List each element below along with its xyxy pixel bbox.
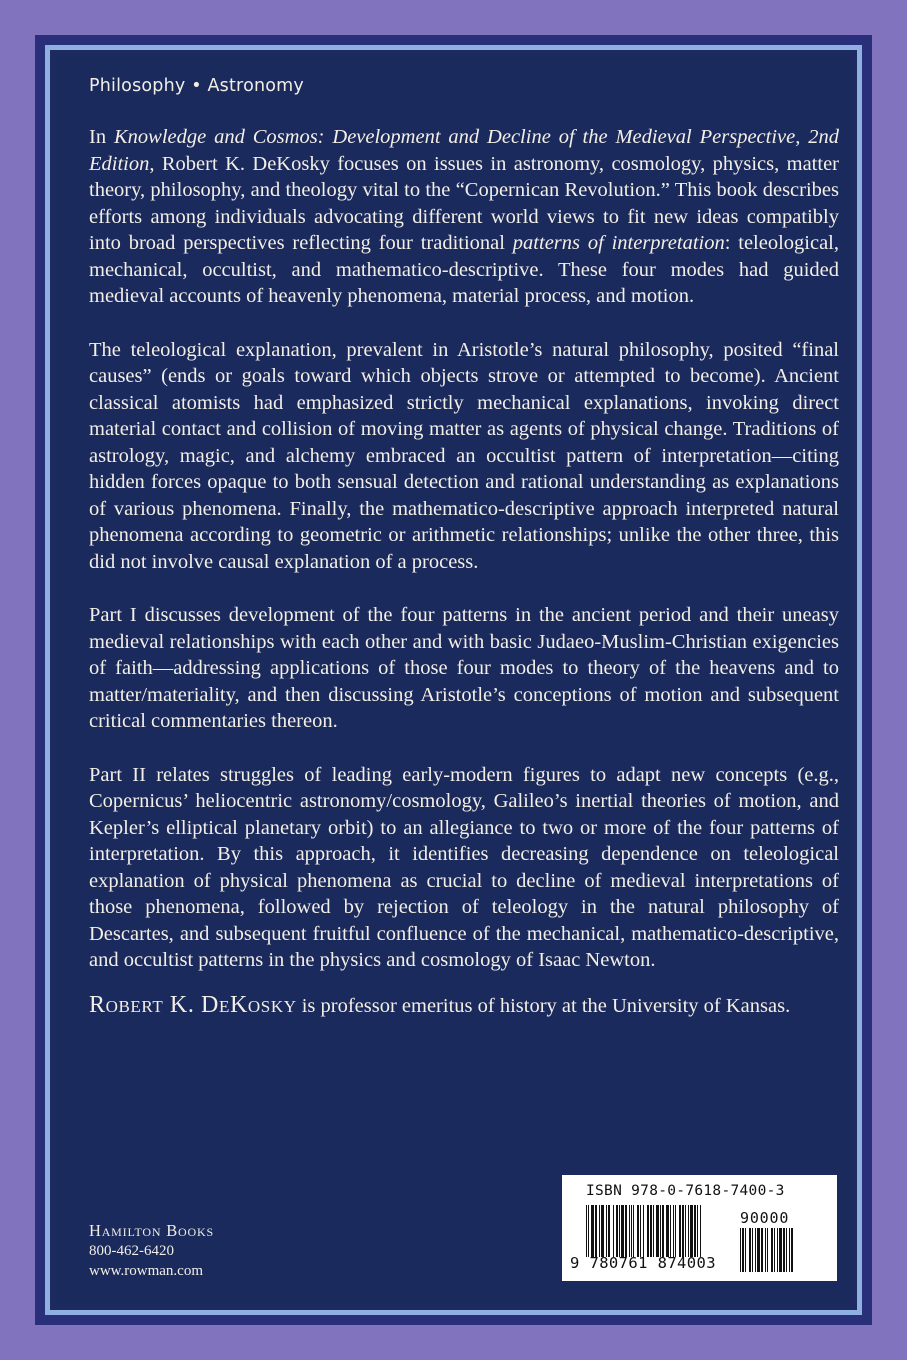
barcode-bar — [653, 1205, 654, 1257]
barcode-bar — [673, 1205, 674, 1257]
barcode-bar — [613, 1205, 614, 1257]
barcode-bar — [679, 1205, 681, 1257]
category-label: Philosophy • Astronomy — [89, 76, 304, 96]
barcode-bar — [595, 1205, 597, 1257]
barcode-bar — [774, 1228, 775, 1272]
barcode-bar — [640, 1205, 641, 1257]
barcode-bar — [779, 1228, 782, 1272]
emphasis-patterns: patterns of interpretation — [512, 232, 725, 254]
barcode-bar — [616, 1205, 618, 1257]
barcode-bar — [789, 1228, 790, 1272]
description-paragraph-4: Part II relates struggles of leading early-modern figures to adapt new concepts (e.g., Copernicus’ heliocentric astronomy/cosmology, Galileo’s inertial theories of motion, and Kepler’s elliptical planetary orbit) to an allegiance to two or more of the four patterns of interpretation. By this approach, it identifies decreasing dependence on teleological explanation of physical phenomena as crucial to decline of medieval interpretations of those phenomena, followed by rejection of teleology in the natural philosophy of Descartes, and subsequent fruitful confluence of the mechanical, mathematico-descriptive, and occultist patterns in the physics and cosmology of Isaac Newton. — [89, 763, 839, 971]
book-title: Knowledge and Cosmos: Development and Decline of the Medieval Perspective, 2nd Edition — [89, 126, 839, 175]
barcode-bar — [783, 1228, 785, 1272]
description — [89, 124, 839, 1046]
barcode-bar — [599, 1205, 600, 1257]
barcode-bar — [761, 1228, 763, 1272]
barcode-bar — [675, 1205, 676, 1257]
description-paragraph-1: In Knowledge and Cosmos: Development and Decline of the Medieval Perspective, 2nd Edition, Robert K. DeKosky focuses on issues in astronomy, cosmology, physics, matter theory, philosophy, and theology vital to the “Copernican Revolution.” This book describes efforts among individuals advocating different world views to fit new ideas compatibly into broad perspectives reflecting four traditional patterns of interpretation: teleological, mechanical, occultist, and mathematico-descriptive. These four modes had guided medieval accounts of heavenly phenomena, material process, and motion. — [89, 126, 839, 307]
barcode-bar — [643, 1205, 644, 1257]
barcode-bar — [631, 1205, 632, 1257]
barcode-bar — [765, 1228, 766, 1272]
barcode-bar — [608, 1205, 610, 1257]
description-paragraph-3: Part I discusses development of the four patterns in the ancient period and their uneasy medieval relationships with each other and with basic Judaeo-Muslim-Christian exigencies of faith—addressing applications of those four modes to theory of the heavens and to matter/materiality, and then discussing Aristotle’s conceptions of motion and subsequent critical commentaries thereon. — [89, 604, 839, 732]
barcode-bar — [777, 1228, 778, 1272]
barcode-bar — [606, 1205, 607, 1257]
price-code: 90000 — [740, 1209, 790, 1227]
barcode-bar — [662, 1205, 664, 1257]
barcode-bar — [700, 1205, 701, 1257]
barcode-bar — [690, 1205, 693, 1257]
barcode-bar — [740, 1228, 741, 1272]
barcode-bar — [694, 1205, 696, 1257]
barcode-bar — [697, 1205, 698, 1257]
barcode-bar — [767, 1228, 768, 1272]
barcode-bar — [752, 1228, 753, 1272]
author-name: Robert K. DeKosky — [89, 991, 297, 1018]
barcode-bar — [755, 1228, 756, 1272]
barcode-bar — [791, 1228, 793, 1272]
barcode-bar — [586, 1205, 587, 1257]
barcode-bar — [749, 1228, 751, 1272]
ean-digits: 9 780761 874003 — [570, 1254, 716, 1272]
barcode-bar — [637, 1205, 639, 1257]
barcode-bar — [647, 1205, 649, 1257]
barcode-bar — [666, 1205, 669, 1257]
barcode-bar — [688, 1205, 689, 1257]
publisher-info — [89, 1221, 214, 1281]
barcode-bar — [656, 1205, 659, 1257]
barcode-bar — [619, 1205, 620, 1257]
isbn-text: ISBN 978-0-7618-7400-3 — [586, 1183, 785, 1199]
publisher-name: Hamilton Books — [89, 1221, 214, 1240]
barcode-bar — [660, 1205, 661, 1257]
publisher-website: www.rowman.com — [89, 1263, 204, 1279]
barcode-bar — [601, 1205, 604, 1257]
barcode-bar — [591, 1205, 594, 1257]
price-barcode — [740, 1228, 818, 1272]
barcode-bar — [670, 1205, 671, 1257]
description-paragraph-2: The teleological explanation, prevalent in Aristotle’s natural philosophy, posited “final causes” (ends or goals toward which objects strove or attempted to become). Ancient classical atomists had emphasized strictly mechanical explanations, invoking direct material contact and collision of moving matter as agents of physical change. Traditions of astrology, magic, and alchemy embraced an occultist pattern of interpretation—citing hidden forces opaque to both sensual detection and rational understanding as explanations of various phenomena. Finally, the mathematico-descriptive approach interpreted natural phenomena according to geometric or arithmetic relationships; unlike the other three, this did not involve causal explanation of a process. — [89, 338, 839, 573]
publisher-phone: 800-462-6420 — [89, 1243, 174, 1259]
barcode-bar — [625, 1205, 627, 1257]
barcode-bar — [629, 1205, 630, 1257]
barcode-bar — [742, 1228, 744, 1272]
barcode-bar — [682, 1205, 684, 1257]
barcode-bar — [650, 1205, 652, 1257]
barcode-bar — [685, 1205, 686, 1257]
barcode-bar — [745, 1228, 746, 1272]
barcode-bar — [786, 1228, 787, 1272]
barcode-bar — [757, 1228, 760, 1272]
barcode-bar — [588, 1205, 589, 1257]
barcode-bar — [621, 1205, 624, 1257]
barcode-bar — [633, 1205, 634, 1257]
ean-barcode — [586, 1205, 733, 1257]
author-bio: Robert K. DeKosky is professor emeritus of history at the University of Kansas. — [89, 991, 791, 1018]
barcode-bar — [771, 1228, 773, 1272]
